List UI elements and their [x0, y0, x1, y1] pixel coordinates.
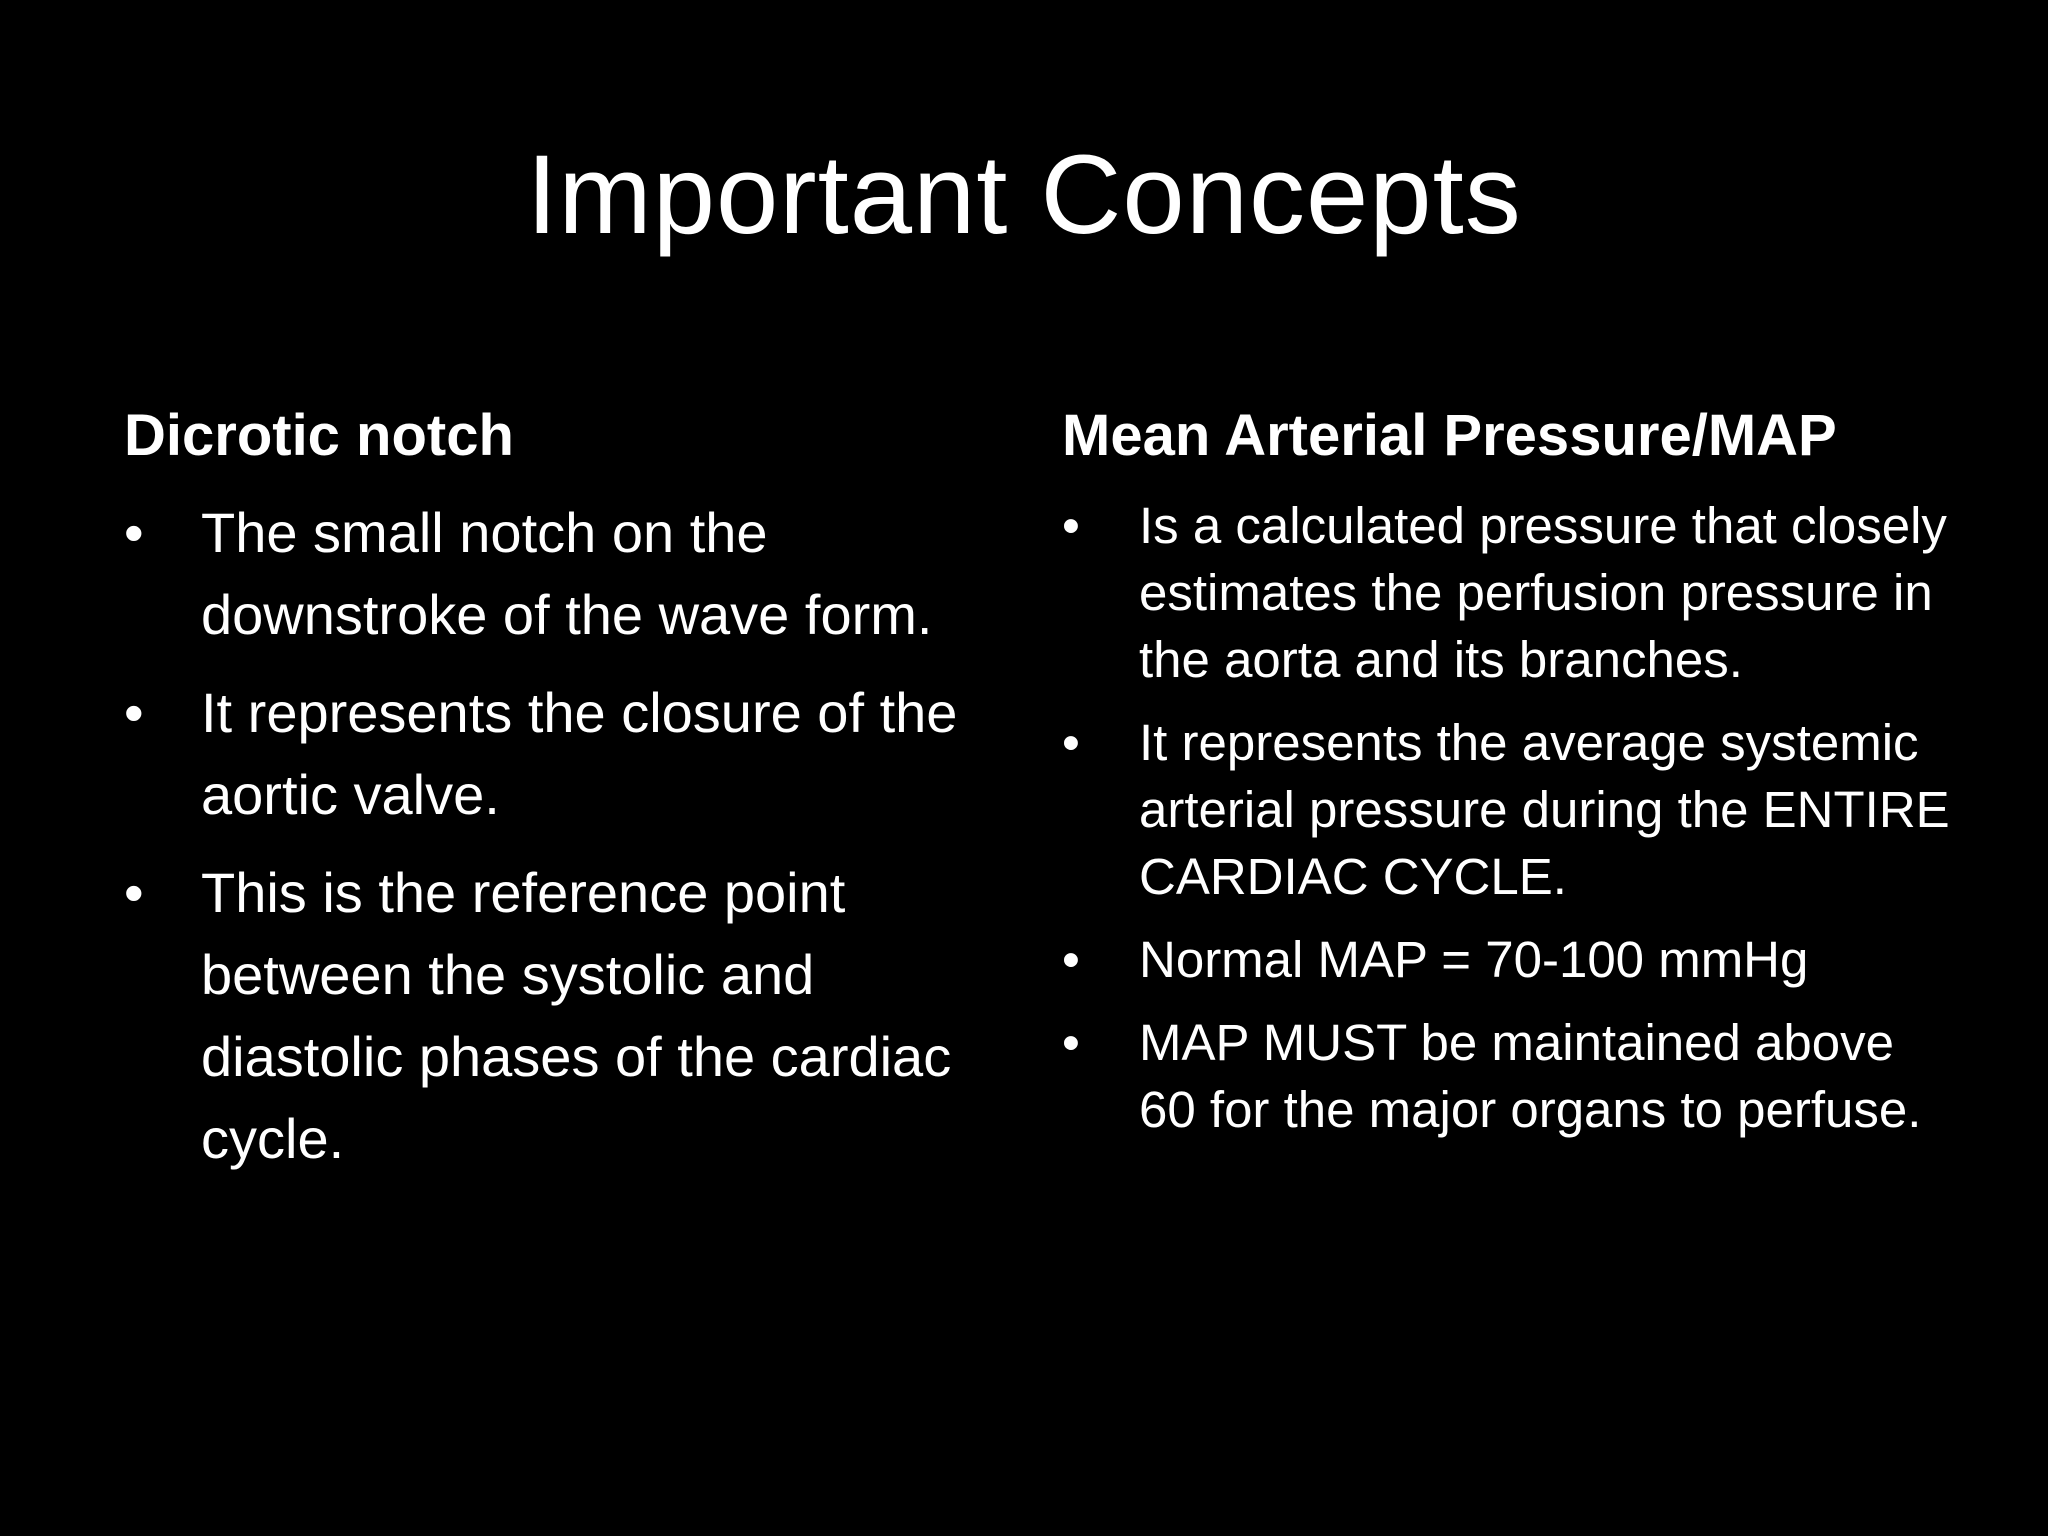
bullet-item — [124, 492, 974, 656]
bullet-dot-icon: • — [1062, 497, 1080, 554]
bullet-text: MAP MUST be maintained above 60 for the major organs to perfuse. — [1139, 1014, 1922, 1138]
bullet-text: It represents the average systemic arterial pressure during the ENTIRE CARDIAC CYCLE. — [1139, 714, 1950, 905]
left-bullet-list — [124, 492, 974, 1180]
bullet-dot-icon: • — [124, 861, 144, 924]
bullet-text: It represents the closure of the aortic valve. — [201, 681, 958, 826]
bullet-text: The small notch on the downstroke of the wave form. — [201, 501, 933, 646]
bullet-text: Is a calculated pressure that closely estimates the perfusion pressure in the aorta and its branches. — [1139, 497, 1947, 688]
right-heading: Mean Arterial Pressure/MAP — [1062, 403, 1837, 468]
bullet-item — [1062, 1009, 1962, 1143]
bullet-item — [1062, 492, 1962, 693]
bullet-dot-icon: • — [1062, 931, 1080, 988]
bullet-item — [1062, 709, 1962, 910]
bullet-dot-icon: • — [124, 501, 144, 564]
bullet-text: Normal MAP = 70-100 mmHg — [1139, 931, 1809, 988]
bullet-text: This is the reference point between the systolic and diastolic phases of the cardiac cycle. — [201, 861, 952, 1170]
right-column — [1062, 400, 1962, 1159]
slide-title: Important Concepts — [526, 132, 1522, 257]
bullet-item — [1062, 926, 1962, 993]
bullet-item — [124, 672, 974, 836]
left-heading: Dicrotic notch — [124, 403, 514, 468]
bullet-dot-icon: • — [1062, 714, 1080, 771]
left-column — [124, 400, 974, 1196]
bullet-dot-icon: • — [1062, 1014, 1080, 1071]
right-bullet-list — [1062, 492, 1962, 1143]
bullet-item — [124, 852, 974, 1180]
bullet-dot-icon: • — [124, 681, 144, 744]
